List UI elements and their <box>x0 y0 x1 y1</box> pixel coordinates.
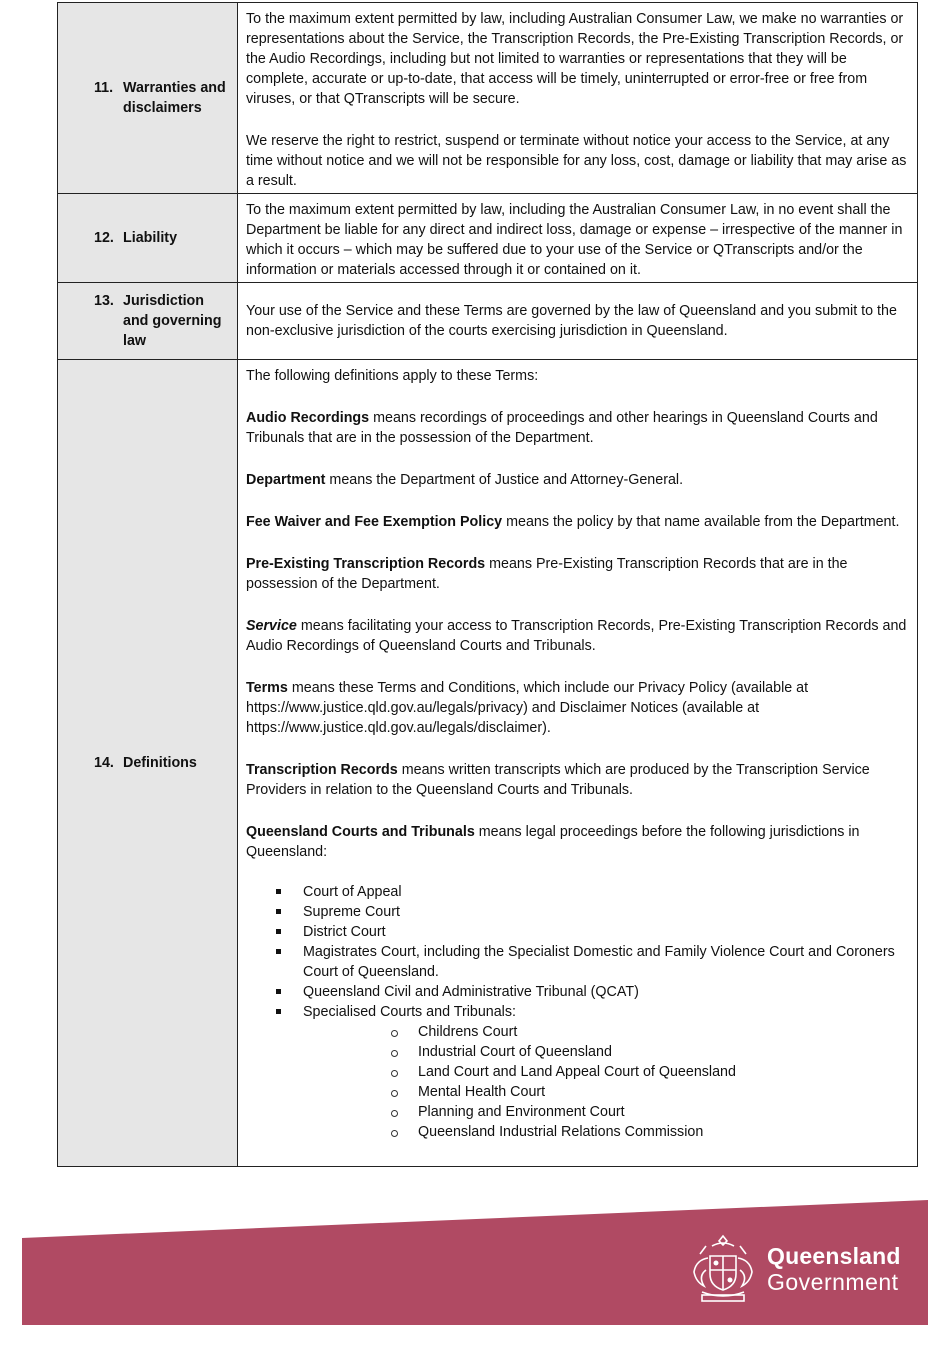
section-row-11 <box>58 3 918 194</box>
list-item-text: Land Court and Land Appeal Court of Queensland <box>418 1064 736 1080</box>
definitions-intro: The following definitions apply to these Terms: <box>246 368 539 384</box>
list-item-text: Industrial Court of Queensland <box>418 1044 612 1060</box>
list-item-text: Queensland Civil and Administrative Tribunal (QCAT) <box>303 984 639 1000</box>
circle-bullet-icon <box>391 1110 398 1117</box>
list-item-text: Childrens Court <box>418 1024 518 1040</box>
square-bullet-icon <box>276 889 281 894</box>
section-row-12 <box>58 194 918 283</box>
definition <box>246 512 909 532</box>
section-number: 11. <box>94 80 114 96</box>
square-bullet-icon <box>276 1009 281 1014</box>
section-title: Warranties and disclaimers <box>123 80 226 116</box>
list-item-text: Supreme Court <box>303 904 400 920</box>
list-item <box>246 1022 909 1042</box>
square-bullet-icon <box>276 949 281 954</box>
paragraph: Your use of the Service and these Terms are governed by the law of Queensland and you submit to the non-exclusive jurisdiction of the courts exercising jurisdiction in Queensland. <box>246 303 897 339</box>
square-bullet-icon <box>276 989 281 994</box>
list-item <box>246 942 909 982</box>
definition-text: means the Department of Justice and Attorney-General. <box>325 472 684 488</box>
list-item <box>246 982 909 1002</box>
section-title: Jurisdiction and governing law <box>123 293 222 349</box>
list-item-text: District Court <box>303 924 386 940</box>
section-heading <box>58 228 237 248</box>
definition-term: Department <box>246 472 326 488</box>
list-item-text: Court of Appeal <box>303 884 402 900</box>
definition-text: means written transcripts which are produced by the Transcription Service Providers in relation to the Queensland Courts and Tribunals. <box>246 762 870 798</box>
definition <box>246 822 909 862</box>
list-item <box>246 1042 909 1062</box>
definition-text: means these Terms and Conditions, which include our Privacy Policy (available at https://www.justice.qld.gov.au/legals/privacy) and Disclaimer Notices (available at https://www.justice.qld.gov.au/legals/disclaimer). <box>246 680 809 736</box>
paragraph: To the maximum extent permitted by law, including Australian Consumer Law, we make no warranties or representations about the Service, the Transcription Records, the Pre-Existing Transcription Records, or the Audio Recordings, including but not limited to warranties or representations that they will be complete, accurate or up-to-date, that access will be timely, uninterrupted or error-free or free from viruses, or that QTranscripts will be secure. <box>246 11 904 107</box>
list-item <box>246 902 909 922</box>
definition-text: means facilitating your access to Transcription Records, Pre-Existing Transcription Records and Audio Recordings of Queensland Courts and Tribunals. <box>246 618 907 654</box>
section-heading <box>58 78 237 118</box>
definition-text: means the policy by that name available from the Department. <box>502 514 900 530</box>
coat-of-arms-icon <box>688 1232 758 1304</box>
list-item <box>246 882 909 902</box>
circle-bullet-icon <box>391 1090 398 1097</box>
definition-term: Queensland Courts and Tribunals <box>246 824 475 840</box>
section-heading <box>58 753 237 773</box>
section-title: Definitions <box>123 755 197 771</box>
list-item-text: Mental Health Court <box>418 1084 546 1100</box>
definition-text: means recordings of proceedings and other hearings in Queensland Courts and Tribunals that are in the possession of the Department. <box>246 410 878 446</box>
section-number: 14. <box>94 755 114 771</box>
paragraph: To the maximum extent permitted by law, including the Australian Consumer Law, in no event shall the Department be liable for any direct and indirect loss, damage or expense – irrespective of the manner in which it occurs – which may be suffered due to your use of the Service or QTranscripts and/or the information or materials accessed through it or contained on it. <box>246 202 903 278</box>
definition-term: Pre-Existing Transcription Records <box>246 556 486 572</box>
definition-text: means Pre-Existing Transcription Records that are in the possession of the Department. <box>246 556 848 592</box>
list-item <box>246 1002 909 1022</box>
definition-term: Service <box>246 618 297 634</box>
section-heading-cell <box>58 283 238 360</box>
definition <box>246 554 909 594</box>
square-bullet-icon <box>276 929 281 934</box>
definition-text: means legal proceedings before the following jurisdictions in Queensland: <box>246 824 860 860</box>
list-item <box>246 1062 909 1082</box>
section-heading-cell <box>58 3 238 194</box>
definition-term: Fee Waiver and Fee Exemption Policy <box>246 514 503 530</box>
section-body <box>238 3 918 194</box>
list-item-text: Magistrates Court, including the Specialist Domestic and Family Violence Court and Coroners Court of Queensland. <box>303 944 895 980</box>
circle-bullet-icon <box>391 1070 398 1077</box>
section-body <box>238 194 918 283</box>
definition <box>246 678 909 738</box>
square-bullet-icon <box>276 909 281 914</box>
definition <box>246 408 909 448</box>
definition-term: Transcription Records <box>246 762 398 778</box>
circle-bullet-icon <box>391 1050 398 1057</box>
circle-bullet-icon <box>391 1130 398 1137</box>
list-item <box>246 1082 909 1102</box>
section-heading-cell <box>58 360 238 1167</box>
list-item-text: Planning and Environment Court <box>418 1104 625 1120</box>
section-number: 12. <box>94 230 114 246</box>
logo-text-government: Government <box>767 1269 899 1295</box>
logo-text-queensland: Queensland <box>767 1243 901 1269</box>
section-row-14 <box>58 360 918 1167</box>
section-body <box>238 283 918 360</box>
circle-bullet-icon <box>391 1030 398 1037</box>
specialised-courts-list <box>246 1022 909 1142</box>
definition <box>246 616 909 656</box>
section-number: 13. <box>94 293 114 309</box>
definition-term: Terms <box>246 680 288 696</box>
section-title: Liability <box>123 230 178 246</box>
list-item <box>246 1102 909 1122</box>
section-heading <box>58 291 237 351</box>
courts-list <box>246 882 909 1022</box>
definition-term: Audio Recordings <box>246 410 370 426</box>
list-item-text: Queensland Industrial Relations Commission <box>418 1124 704 1140</box>
section-row-13 <box>58 283 918 360</box>
list-item-text: Specialised Courts and Tribunals: <box>303 1004 516 1020</box>
terms-table <box>57 2 918 1167</box>
list-item <box>246 1122 909 1142</box>
list-item <box>246 922 909 942</box>
definition <box>246 470 909 490</box>
definition <box>246 760 909 800</box>
definitions-body <box>238 360 918 1167</box>
paragraph: We reserve the right to restrict, suspend or terminate without notice your access to the Service, at any time without notice and we will not be responsible for any loss, cost, damage or liability that may arise as a result. <box>246 133 907 189</box>
queensland-government-logo <box>688 1232 903 1304</box>
section-heading-cell <box>58 194 238 283</box>
